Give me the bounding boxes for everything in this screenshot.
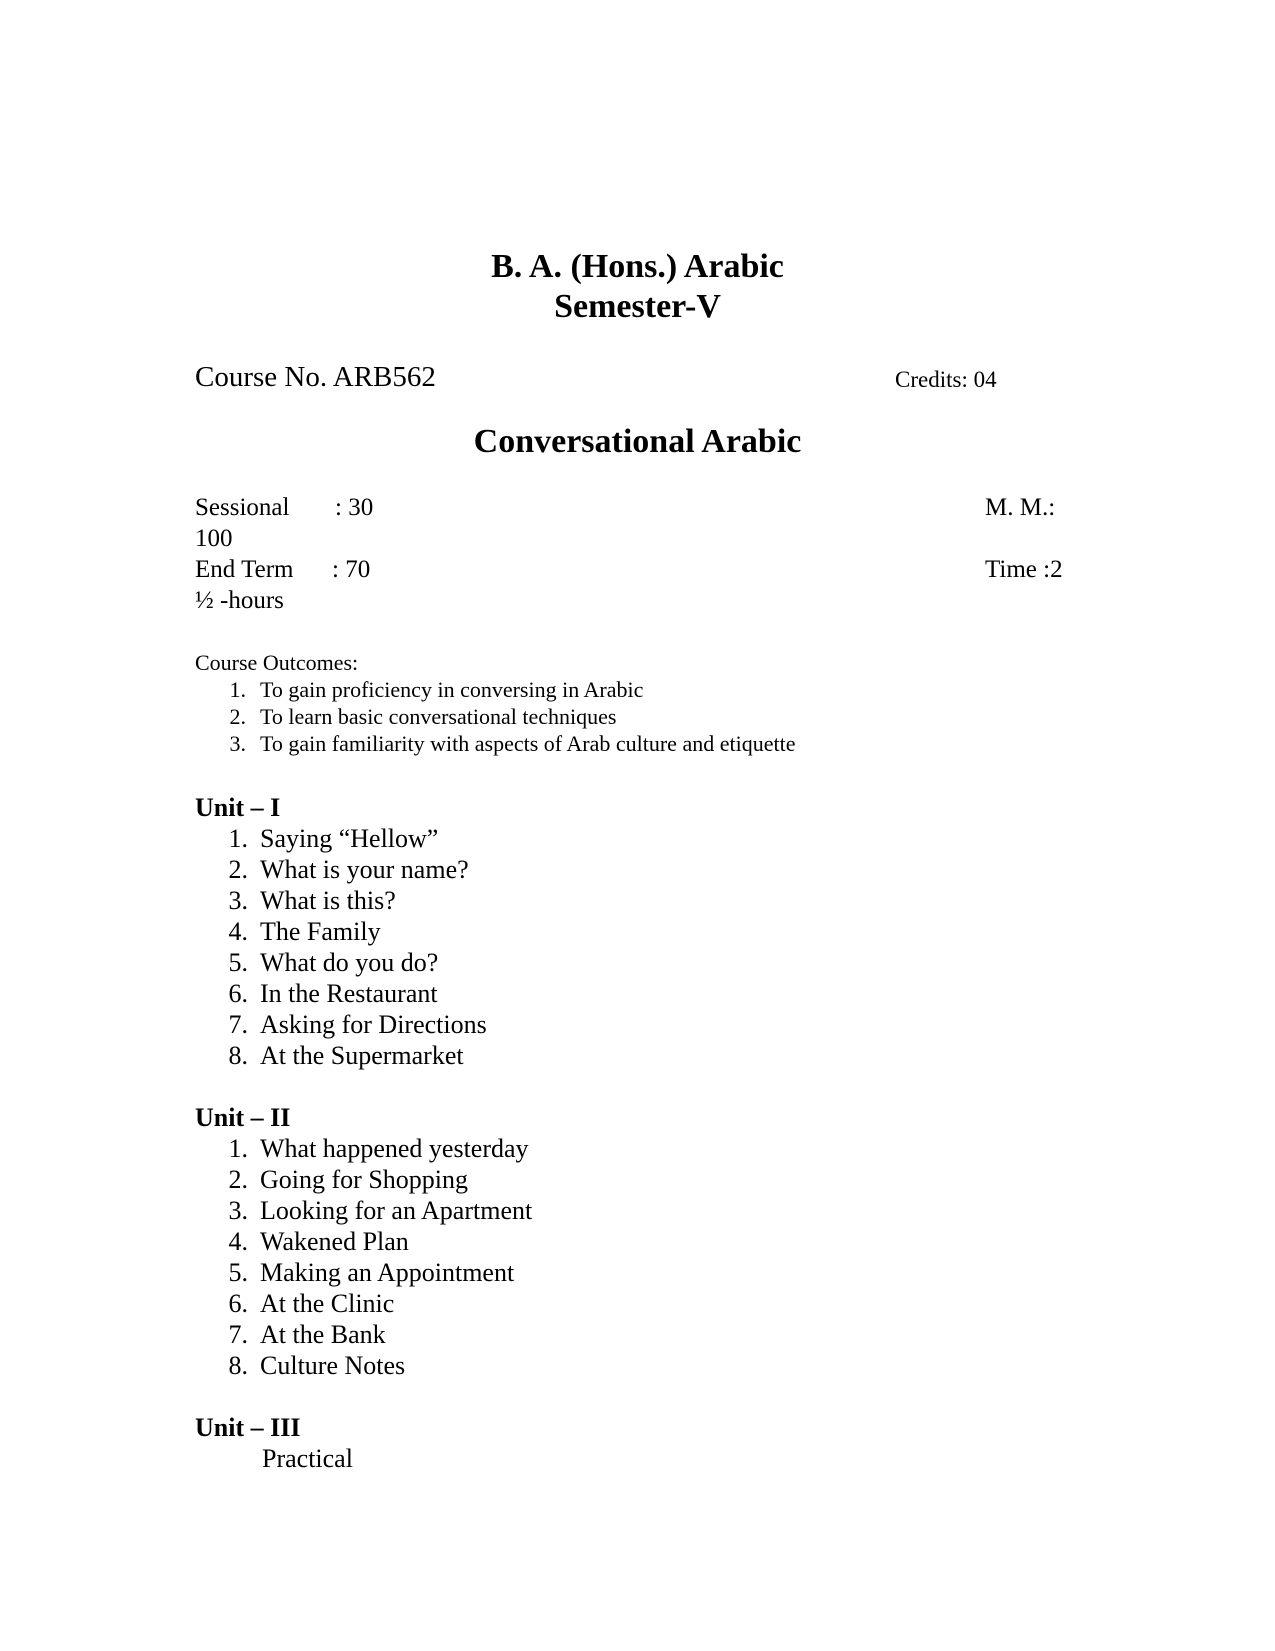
- item-text: At the Clinic: [260, 1289, 395, 1318]
- max-marks-value: 100: [195, 525, 233, 552]
- list-item: [214, 948, 438, 978]
- item-text: What is your name?: [260, 855, 469, 884]
- unit-3-body: Practical: [262, 1444, 353, 1473]
- outcome-number: 1.: [229, 677, 246, 702]
- item-number: 3.: [228, 1196, 248, 1225]
- list-item: [214, 917, 381, 947]
- item-number: 4.: [228, 1227, 248, 1256]
- item-text: At the Supermarket: [260, 1041, 464, 1070]
- end-term-value: : 70: [332, 556, 371, 583]
- item-text: Asking for Directions: [260, 1010, 487, 1039]
- item-number: 2.: [228, 855, 248, 884]
- list-item: [214, 1227, 409, 1257]
- unit-1-heading: Unit – I: [195, 793, 281, 822]
- outcome-item: [214, 731, 795, 757]
- item-number: 2.: [228, 1165, 248, 1194]
- time-label: Time :2: [985, 556, 1063, 583]
- item-text: Going for Shopping: [260, 1165, 468, 1194]
- item-text: Saying “Hellow”: [260, 824, 439, 853]
- item-number: 5.: [228, 948, 248, 977]
- list-item: [214, 1351, 405, 1381]
- item-number: 6.: [228, 1289, 248, 1318]
- item-text: Culture Notes: [260, 1351, 406, 1380]
- item-number: 5.: [228, 1258, 248, 1287]
- item-text: Making an Appointment: [260, 1258, 515, 1287]
- item-text: Wakened Plan: [260, 1227, 409, 1256]
- item-number: 7.: [228, 1010, 248, 1039]
- outcomes-heading: Course Outcomes:: [195, 650, 359, 675]
- sessional-value: : 30: [335, 494, 374, 521]
- list-item: [214, 1041, 464, 1071]
- outcome-number: 3.: [229, 731, 246, 756]
- item-text: Looking for an Apartment: [260, 1196, 533, 1225]
- end-term-label: End Term: [195, 556, 294, 583]
- list-item: [214, 886, 396, 916]
- course-number: Course No. ARB562: [195, 361, 436, 393]
- outcome-item: [214, 677, 643, 703]
- item-text: At the Bank: [260, 1320, 386, 1349]
- list-item: [214, 1134, 529, 1164]
- list-item: [214, 1196, 532, 1226]
- item-text: The Family: [260, 917, 381, 946]
- list-item: [214, 824, 438, 854]
- unit-3-heading: Unit – III: [195, 1413, 301, 1442]
- outcome-text: To gain familiarity with aspects of Arab culture and etiquette: [260, 731, 796, 756]
- sessional-label: Sessional: [195, 494, 290, 521]
- item-number: 7.: [228, 1320, 248, 1349]
- item-number: 4.: [228, 917, 248, 946]
- list-item: [214, 1165, 468, 1195]
- item-number: 6.: [228, 979, 248, 1008]
- item-number: 8.: [228, 1351, 248, 1380]
- credits: Credits: 04: [895, 367, 997, 392]
- item-number: 3.: [228, 886, 248, 915]
- program-title: B. A. (Hons.) Arabic: [491, 248, 784, 285]
- item-number: 8.: [228, 1041, 248, 1070]
- item-text: What is this?: [260, 886, 396, 915]
- outcome-item: [214, 704, 616, 730]
- item-text: What do you do?: [260, 948, 439, 977]
- item-number: 1.: [228, 824, 248, 853]
- outcome-text: To gain proficiency in conversing in Arabic: [260, 677, 644, 702]
- item-text: What happened yesterday: [260, 1134, 529, 1163]
- list-item: [214, 1010, 487, 1040]
- outcome-number: 2.: [229, 704, 246, 729]
- time-value: ½ -hours: [195, 587, 284, 614]
- course-title: Conversational Arabic: [473, 423, 802, 460]
- outcome-text: To learn basic conversational techniques: [260, 704, 617, 729]
- item-text: In the Restaurant: [260, 979, 438, 1008]
- item-number: 1.: [228, 1134, 248, 1163]
- unit-2-heading: Unit – II: [195, 1103, 291, 1132]
- list-item: [214, 979, 438, 1009]
- list-item: [214, 855, 469, 885]
- max-marks-label: M. M.:: [985, 494, 1056, 521]
- list-item: [214, 1320, 386, 1350]
- list-item: [214, 1258, 514, 1288]
- list-item: [214, 1289, 394, 1319]
- semester-title: Semester-V: [554, 288, 721, 325]
